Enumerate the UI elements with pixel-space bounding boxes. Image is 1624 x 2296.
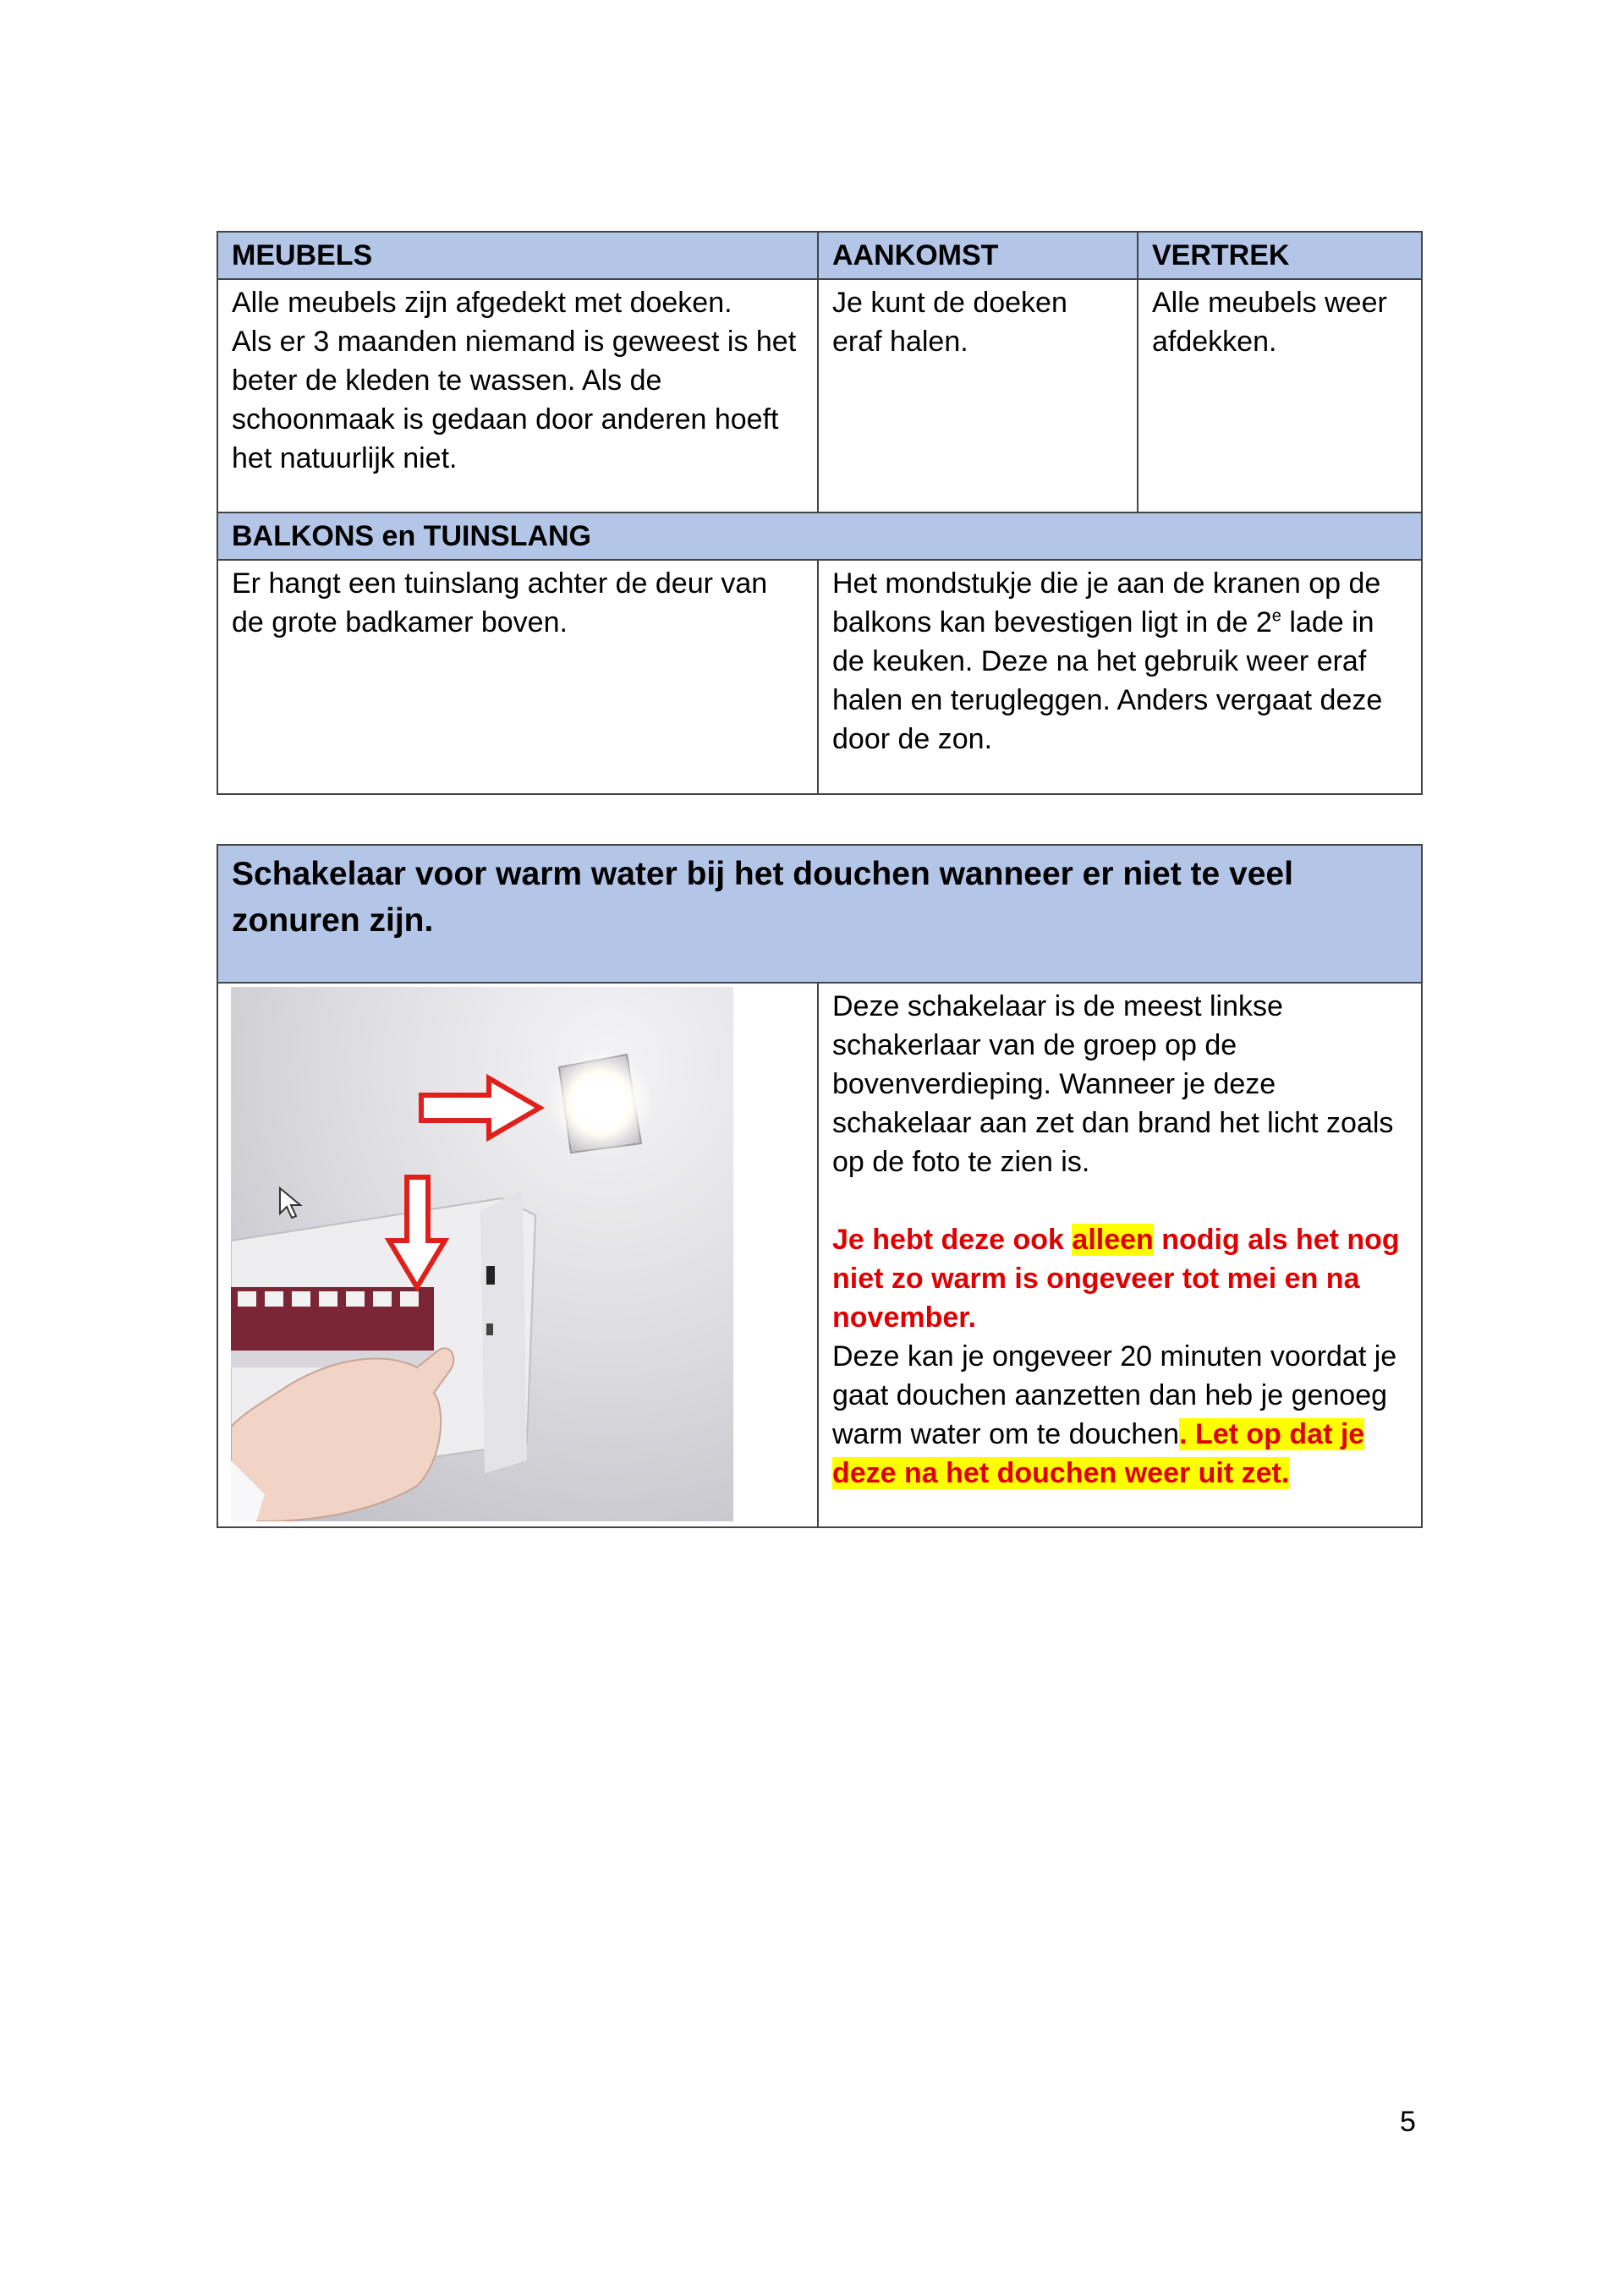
table-header-row <box>217 232 1422 279</box>
timing-instruction: Deze kan je ongeveer 20 minuten voordat je gaat douchen aanzetten dan heb je genoeg warm water om te douchen. Let op dat je deze na het douchen weer uit zet. <box>832 1340 1397 1489</box>
mondstukje-cell: Het mondstukje die je aan de kranen op de balkons kan bevestigen ligt in de 2e lade in de keuken. Deze na het gebruik weer eraf halen en terugleggen. Anders vergaat deze door de zon. <box>818 560 1422 794</box>
page-number: 5 <box>1400 2106 1416 2138</box>
table-row <box>217 983 1422 1527</box>
header-aankomst: AANKOMST <box>818 232 1138 279</box>
schakelaar-header-row <box>217 845 1422 983</box>
balkons-header: BALKONS en TUINSLANG <box>217 512 1422 560</box>
switch-photo <box>231 987 733 1521</box>
schakelaar-table <box>217 844 1423 1528</box>
switch-off-warning: . Let op dat je deze na het douchen weer uit zet. <box>832 1418 1365 1489</box>
vertrek-cell: Alle meubels weer afdekken. <box>1138 279 1422 512</box>
schakelaar-text-cell <box>818 983 1422 1527</box>
schakelaar-description: Deze schakelaar is de meest linkse schakerlaar van de groep op de bovenverdieping. Wanneer je deze schakelaar aan zet dan brand het licht zoals op de foto te zien is. <box>832 990 1394 1178</box>
photo-cell <box>217 983 818 1527</box>
meubels-cell <box>217 279 818 512</box>
tuinslang-cell: Er hangt een tuinslang achter de deur van de grote badkamer boven. <box>217 560 818 794</box>
header-meubels: MEUBELS <box>217 232 818 279</box>
meubels-text-line1: Alle meubels zijn afgedekt met doeken. <box>232 287 732 319</box>
schakelaar-title: Schakelaar voor warm water bij het douchen wanneer er niet te veel zonuren zijn. <box>217 845 1422 983</box>
header-vertrek: VERTREK <box>1138 232 1422 279</box>
seasonal-warning: Je hebt deze ook alleen nodig als het nog niet zo warm is ongeveer tot mei en na november. <box>832 1224 1400 1334</box>
section-header-row <box>217 512 1422 560</box>
table-row <box>217 560 1422 794</box>
meubels-balkons-table <box>217 231 1423 795</box>
aankomst-cell: Je kunt de doeken eraf halen. <box>818 279 1138 512</box>
table-row <box>217 279 1422 512</box>
meubels-text-line2: Als er 3 maanden niemand is geweest is het beter de kleden te wassen. Als de schoonmaak is gedaan door anderen hoeft het natuurlijk niet. <box>232 326 797 474</box>
alleen-highlight: alleen <box>1072 1224 1154 1256</box>
